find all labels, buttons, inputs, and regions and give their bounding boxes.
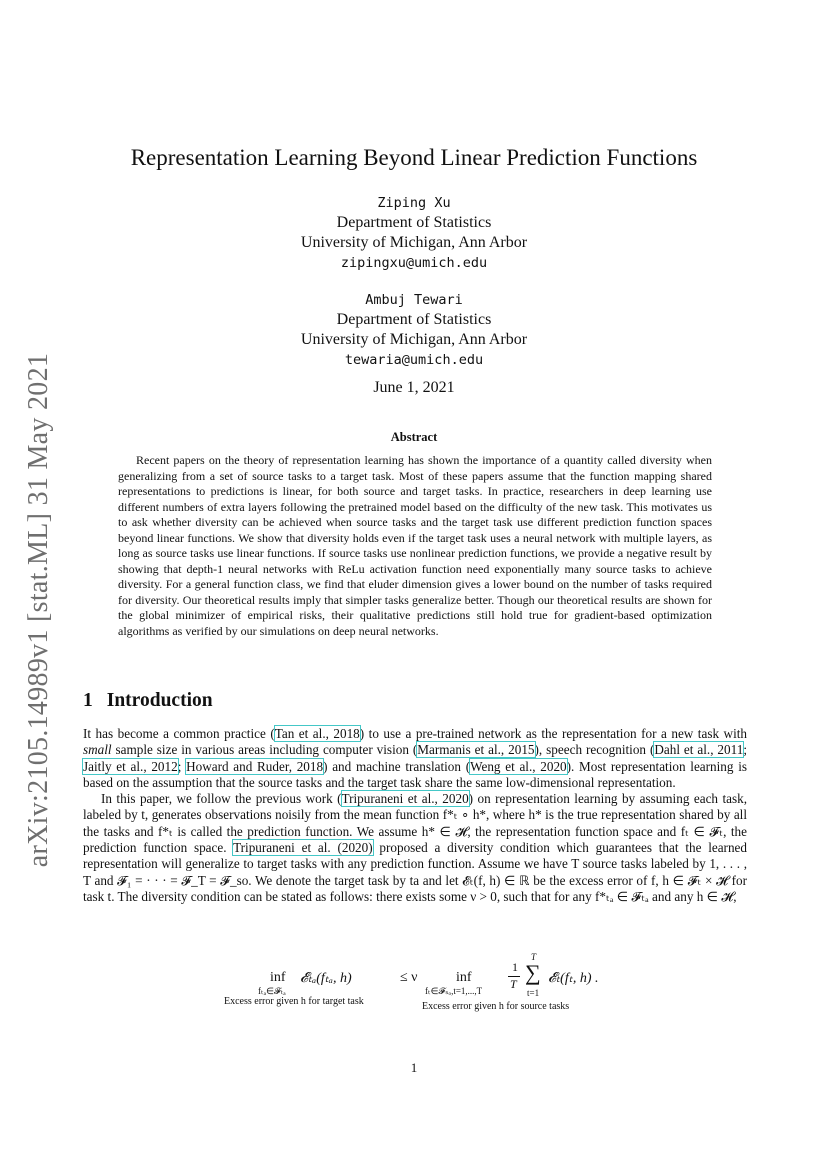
text-span: It has become a common practice ( — [83, 726, 275, 741]
text-span: sample size in various areas including computer vision ( — [111, 742, 418, 758]
lhs-inf: inf — [270, 970, 286, 985]
page-number: 1 — [410, 1060, 418, 1075]
lhs-subscript: fₜₐ∈𝓕ₜₐ — [258, 986, 286, 996]
author-email[interactable]: tewaria@umich.edu — [344, 352, 484, 368]
body-text — [83, 726, 747, 905]
emphasis-text: small — [83, 742, 112, 758]
relation: ≤ ν — [400, 970, 418, 985]
text-span: ). Most representation learning is based on the assumption that the source tasks and the target task share the same low-dimensional representation. — [83, 758, 747, 790]
citation-link[interactable]: Tripuraneni et al., 2020 — [341, 791, 469, 807]
author-name: Ziping Xu — [377, 195, 451, 211]
arxiv-side-label — [18, 350, 60, 870]
lhs-underbrace-note: Excess error given h for target task — [224, 996, 364, 1007]
section-heading — [83, 690, 213, 712]
abstract-heading: Abstract — [390, 430, 438, 444]
citation-link[interactable]: Weng et al., 2020 — [470, 758, 567, 774]
author-block-1 — [0, 193, 828, 273]
text-span: ; — [743, 742, 747, 758]
rhs-expression: 𝓔ₜ(fₜ, h) . — [548, 971, 599, 986]
citation-link[interactable]: Tan et al., 2018 — [274, 726, 360, 741]
author-email[interactable]: zipingxu@umich.edu — [340, 255, 488, 271]
author-name: Ambuj Tewari — [365, 292, 463, 308]
text-span: In this paper, we follow the previous work ( — [101, 791, 342, 807]
author-dept: Department of Statistics — [336, 311, 492, 328]
citation-link[interactable]: Dahl et al., 2011 — [654, 742, 744, 758]
paragraph-2 — [83, 791, 747, 905]
citation-link[interactable]: Marmanis et al., 2015 — [417, 742, 535, 758]
fraction-numerator: 1 — [512, 960, 518, 974]
author-affiliation: University of Michigan, Ann Arbor — [300, 234, 528, 251]
author-affiliation: University of Michigan, Ann Arbor — [300, 331, 528, 348]
text-span: proposed a diversity condition which guarantees that the learned representation will generalize to target tasks with any prediction function. Assume we have T source tasks labeled by 1, . . . , T and 𝓕₁ = · · · = 𝓕_T = 𝓕_so. We denote the target task by ta and let 𝓔ₜ(f, h) ∈ ℝ be the excess error of f, h ∈ 𝓕ₜ × 𝓗 for task t. The diversity condition can be stated as follows: there exists some ν > 0, such that for any f*ₜₐ ∈ 𝓕ₜₐ and any h ∈ 𝓗, — [83, 840, 747, 904]
abstract-text: Recent papers on the theory of representation learning has shown the importance of a quantity called diversity when generalizing from a set of source tasks to a target task. Most of these papers assume that the function mapping shared representations to predictions is linear, for both source and target tasks. In practice, researchers in deep learning use different numbers of extra layers following the pretrained model based on the difficulty of the new task. This motivates us to ask whether diversity can be achieved when source tasks and the target task use different prediction function spaces beyond linear functions. We show that diversity holds even if the target task uses a neural network with multiple layers, as long as source tasks use linear functions. If source tasks use nonlinear prediction functions, we provide a negative result by showing that depth-1 neural networks with ReLu activation function need exponentially many source tasks to achieve diversity. For a general function class, we find that eluder dimension gives a lower bound on the number of tasks required for diversity. Our theoretical results imply that simpler tasks generalize better. Though our theoretical results are shown for the global minimizer of empirical risks, their qualitative predictions still hold true for gradient-based optimization algorithms as verified by our simulations on deep neural networks. — [118, 453, 712, 638]
sum-upper-limit: T — [531, 952, 537, 962]
rhs-inf: inf — [456, 970, 472, 985]
text-span: ) to use a pre-trained network as the representation for a new task with — [359, 726, 747, 741]
citation-link[interactable]: Howard and Ruder, 2018 — [186, 758, 324, 774]
rhs-underbrace-note: Excess error given h for source tasks — [422, 1001, 570, 1012]
paragraph-1 — [83, 726, 747, 791]
citation-link[interactable]: Tripuraneni et al. (2020) — [233, 840, 373, 856]
author-dept: Department of Statistics — [336, 214, 492, 231]
text-span: ; — [177, 758, 187, 774]
fraction-denominator: T — [510, 977, 517, 991]
sum-symbol: ∑ — [525, 960, 541, 985]
text-span: ), speech recognition ( — [534, 742, 655, 758]
paper-date: June 1, 2021 — [373, 379, 455, 396]
citation-link[interactable]: Jaitly et al., 2012 — [83, 758, 178, 774]
rhs-subscript: fₜ∈𝓕ₛₒ,t=1,...,T — [425, 986, 483, 996]
section-title: Introduction — [106, 690, 213, 711]
section-number: 1 — [83, 690, 93, 711]
arxiv-identifier: arXiv:2105.14989v1 [stat.ML] 31 May 2021 — [23, 352, 54, 868]
text-span: ) and machine translation ( — [323, 758, 471, 774]
diversity-equation — [0, 952, 828, 1017]
author-block-2 — [0, 290, 828, 370]
lhs-expression: 𝓔ₜₐ(fₜₐ, h) — [300, 971, 352, 986]
text-span: ) on representation learning by assuming each task, labeled by t, generates observations noisily from the mean function f*ₜ ∘ h*, where h* is the true representation shared by all the tasks and f*ₜ is called the prediction function. We assume h* ∈ 𝓗, the representation function space and fₜ ∈ 𝓕ₜ, the prediction function space. — [83, 791, 748, 856]
paper-title: Representation Learning Beyond Linear Prediction Functions — [130, 145, 698, 170]
sum-lower-limit: t=1 — [527, 988, 540, 998]
